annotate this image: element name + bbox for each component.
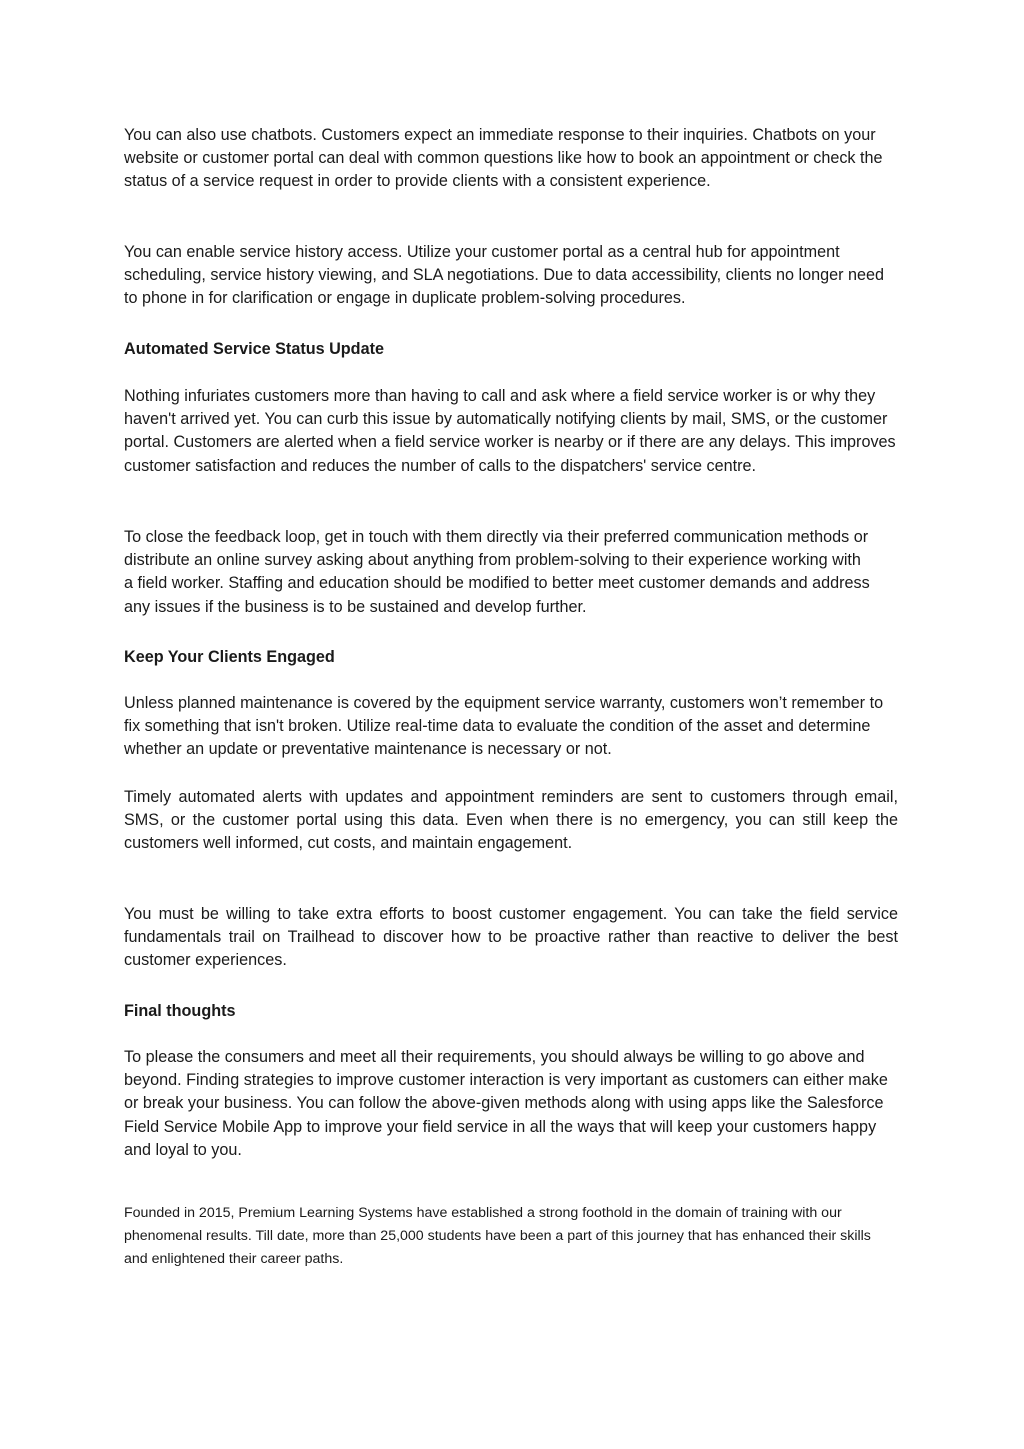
paragraph-chatbots: You can also use chatbots. Customers expect an immediate response to their inquiries. Chatbots on your website or customer portal can deal with common questions like how to book an appointment or check the status of a service request in order to provide clients with a consistent experience. [124, 126, 883, 191]
footer-company-blurb: Founded in 2015, Premium Learning Systems have established a strong foothold in the domain of training with our phenomenal results. Till date, more than 25,000 students have been a part of this journey that has enhanced their skills and enlightened their career paths. [124, 1205, 871, 1267]
heading-status-update: Automated Service Status Update [124, 340, 384, 358]
paragraph-maintenance: Unless planned maintenance is covered by the equipment service warranty, customers won’t remember to fix something that isn't broken. Utilize real-time data to evaluate the condition of the asset and determine whether an update or preventative maintenance is necessary or not. [124, 694, 884, 759]
paragraph-extra-efforts: You must be willing to take extra efforts to boost customer engagement. You can take the field service fundamentals trail on Trailhead to discover how to be proactive rather than reactive to deliver the best customer experiences. [124, 905, 898, 970]
paragraph-feedback-loop: To close the feedback loop, get in touch with them directly via their preferred communication methods or distribute an online survey asking about anything from problem-solving to their experience working with a field worker. Staffing and education should be modified to better meet customer demands and address any issues if the business is to be sustained and develop further. [124, 528, 870, 616]
paragraph-final-thoughts: To please the consumers and meet all their requirements, you should always be willing to go above and beyond. Finding strategies to improve customer interaction is very important as customers can either make or break your business. You can follow the above-given methods along with using apps like the Salesforce Field Service Mobile App to improve your field service in all the ways that will keep your customers happy and loyal to you. [124, 1048, 888, 1159]
heading-keep-clients-engaged: Keep Your Clients Engaged [124, 648, 335, 666]
paragraph-status-update: Nothing infuriates customers more than having to call and ask where a field service worker is or why they haven't arrived yet. You can curb this issue by automatically notifying clients by mail, SMS, or the customer portal. Customers are alerted when a field service worker is nearby or if there are any delays. This improves customer satisfaction and reduces the number of calls to the dispatchers' service centre. [124, 387, 896, 475]
heading-final-thoughts: Final thoughts [124, 1002, 236, 1020]
paragraph-automated-alerts: Timely automated alerts with updates and appointment reminders are sent to customers through email, SMS, or the customer portal using this data. Even when there is no emergency, you can still keep the customers well informed, cut costs, and maintain engagement. [124, 788, 898, 853]
paragraph-service-history: You can enable service history access. Utilize your customer portal as a central hub for appointment scheduling, service history viewing, and SLA negotiations. Due to data accessibility, clients no longer need to phone in for clarification or engage in duplicate problem-solving procedures. [124, 243, 885, 308]
